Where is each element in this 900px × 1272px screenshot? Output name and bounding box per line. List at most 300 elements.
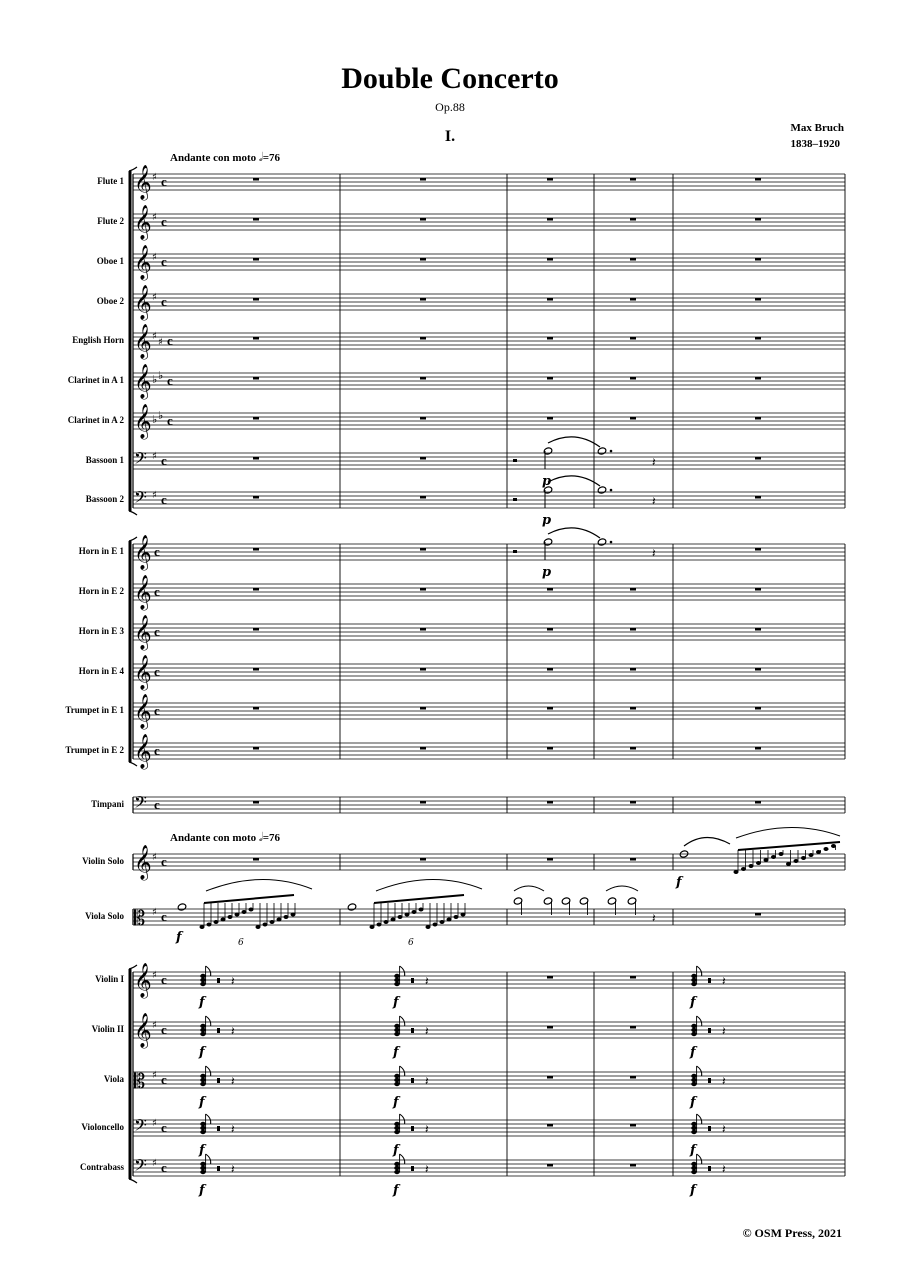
chord-note-icon [691,1082,697,1086]
whole-rest-icon [547,1124,553,1127]
whole-rest-icon [630,858,636,861]
whole-rest-icon [547,1026,553,1029]
whole-rest-icon [547,707,553,710]
eighth-rest-icon [217,978,220,983]
flag-icon [206,1066,211,1076]
whole-rest-icon [630,417,636,420]
chord-note-icon [200,1122,206,1126]
opus-number: Op.88 [435,100,465,114]
whole-rest-icon [755,588,761,591]
chord-note-icon [200,1032,206,1036]
whole-rest-icon [547,258,553,261]
flag-icon [697,1114,702,1124]
chord-note-icon [394,1122,400,1126]
whole-rest-icon [547,628,553,631]
whole-rest-icon [755,417,761,420]
sharp-icon: ♯ [152,331,157,342]
whole-rest-icon [253,258,259,261]
dynamic-f: f [176,930,182,945]
staff-1 [133,214,845,230]
whole-rest-icon [547,178,553,181]
sharp-icon: ♯ [152,292,157,303]
chord-note-icon [200,1074,206,1078]
whole-rest-icon [630,218,636,221]
treble-clef-icon: 𝄞 [134,694,152,729]
chord-note-icon [394,1074,400,1078]
treble-clef-icon: 𝄞 [134,285,152,320]
whole-rest-icon [253,457,259,460]
eighth-rest-icon [708,1028,711,1033]
flag-icon [400,1066,405,1076]
dynamic-f: f [199,1183,205,1198]
whole-rest-icon [420,178,426,181]
whole-rest-icon [547,976,553,979]
quarter-rest-icon [513,459,517,462]
whole-rest-icon [755,668,761,671]
chord-note-icon [394,982,400,986]
treble-clef-icon: 𝄞 [134,364,152,399]
staff-11 [133,624,845,640]
chord-note-icon [691,1028,697,1032]
slur-icon [548,528,600,538]
whole-rest-icon [420,628,426,631]
copyright-notice: © OSM Press, 2021 [742,1226,842,1240]
chord-note-icon [394,974,400,978]
half-note-icon [177,903,187,911]
movement-number: I. [444,128,456,145]
staff-17 [133,909,845,925]
flat-icon: ♭ [152,413,158,426]
whole-rest-icon [630,668,636,671]
whole-rest-icon [630,178,636,181]
whole-rest-icon [420,496,426,499]
time-signature: c [161,1120,167,1135]
dynamic-f: f [690,1143,696,1158]
whole-rest-icon [630,747,636,750]
chord-note-icon [200,1166,206,1170]
instrument-label: Bassoon 2 [85,494,124,504]
treble-clef-icon: 𝄞 [134,324,152,359]
instrument-label: Bassoon 1 [85,455,124,465]
staff-9 [133,544,845,560]
instrument-label: Trumpet in E 2 [65,745,124,755]
whole-rest-icon [253,298,259,301]
instrument-label: Violin II [91,1024,124,1034]
whole-rest-icon [253,668,259,671]
sharp-icon: ♯ [152,172,157,183]
staff-10 [133,584,845,600]
bass-clef-icon: 𝄢 [134,448,147,472]
whole-rest-icon [755,298,761,301]
dynamic-f: f [690,1045,696,1060]
slur-icon [514,886,544,891]
eighth-rest-icon [217,1166,220,1171]
time-signature: c [154,664,160,679]
instrument-label: Trumpet in E 1 [65,705,124,715]
dynamic-f: f [393,1045,399,1060]
flag-icon [697,966,702,976]
whole-rest-icon [630,377,636,380]
chord-note-icon [200,974,206,978]
whole-rest-icon [755,178,761,181]
whole-rest-icon [253,628,259,631]
staff-4 [133,333,845,349]
bass-clef-icon: 𝄢 [134,792,147,816]
whole-rest-icon [755,218,761,221]
chord-note-icon [200,982,206,986]
time-signature: c [161,174,167,189]
quarter-note-icon: 𝅗𝅥 [258,150,263,164]
dynamic-f: f [199,1045,205,1060]
quarter-rest-icon: 𝄽 [652,911,656,925]
sharp-icon: ♯ [152,1158,157,1169]
tempo-text: Andante con moto [170,832,257,844]
staff-18 [133,972,845,988]
flag-icon [400,1114,405,1124]
dynamic-f: f [199,1143,205,1158]
whole-rest-icon [420,218,426,221]
tuplet-number: 6 [238,938,244,948]
time-signature: c [161,972,167,987]
whole-rest-icon [755,457,761,460]
flag-icon [206,966,211,976]
page-title: Double Concerto [341,62,559,95]
treble-clef-icon: 𝄞 [134,404,152,439]
chord-note-icon [394,1078,400,1082]
quarter-rest-icon: 𝄽 [425,1162,429,1176]
chord-note-icon [691,1170,697,1174]
whole-rest-icon [253,218,259,221]
quarter-rest-icon: 𝄽 [231,974,235,988]
whole-rest-icon [420,417,426,420]
treble-clef-icon: 𝄞 [134,205,152,240]
treble-clef-icon: 𝄞 [134,963,152,998]
dynamic-f: f [690,1183,696,1198]
bass-clef-icon: 𝄢 [134,487,147,511]
half-note-icon [347,903,357,911]
chord-note-icon [691,1122,697,1126]
chord-note-icon [394,1028,400,1032]
chord-note-icon [200,1082,206,1086]
time-signature: c [154,743,160,758]
chord-note-icon [691,1162,697,1166]
sharp-icon: ♯ [152,212,157,223]
whole-rest-icon [420,457,426,460]
bracket-hook [129,511,137,515]
whole-rest-icon [420,548,426,551]
tempo-value: =76 [262,832,281,844]
treble-clef-icon: 𝄞 [134,1013,152,1048]
staff-3 [133,294,845,310]
time-signature: c [161,492,167,507]
quarter-rest-icon: 𝄽 [425,1074,429,1088]
whole-rest-icon [547,668,553,671]
chord-note-icon [200,978,206,982]
whole-rest-icon [630,258,636,261]
time-signature: c [161,1022,167,1037]
time-signature: c [154,797,160,812]
whole-rest-icon [547,337,553,340]
instrument-label: Flute 2 [97,216,124,226]
sharp-icon: ♯ [152,852,157,863]
whole-rest-icon [420,258,426,261]
chord-note-icon [691,974,697,978]
chord-note-icon [394,1032,400,1036]
flat-icon: ♭ [158,369,164,382]
sharp-icon: ♯ [152,907,157,918]
instrument-label: Horn in E 2 [78,586,124,596]
whole-rest-icon [420,377,426,380]
quarter-rest-icon [513,550,517,553]
whole-rest-icon [630,707,636,710]
chord-note-icon [200,1024,206,1028]
dynamic-f: f [690,1095,696,1110]
chord-note-icon [200,1126,206,1130]
chord-note-icon [394,1126,400,1130]
sharp-icon: ♯ [152,252,157,263]
dynamic-p: p [542,565,552,580]
instrument-label: Violin Solo [82,856,124,866]
whole-rest-icon [755,258,761,261]
instrument-label: Horn in E 3 [78,626,124,636]
chord-note-icon [200,1162,206,1166]
staff-19 [133,1022,845,1038]
instrument-label: Horn in E 1 [78,546,124,556]
beam [374,895,464,903]
whole-rest-icon [630,1164,636,1167]
quarter-rest-icon: 𝄽 [722,1122,726,1136]
quarter-rest-icon: 𝄽 [231,1122,235,1136]
whole-rest-icon [755,747,761,750]
staff-6 [133,413,845,429]
quarter-rest-icon [513,498,517,501]
whole-rest-icon [630,628,636,631]
whole-rest-icon [420,337,426,340]
eighth-rest-icon [411,978,414,983]
time-signature: c [154,584,160,599]
dot [610,541,613,544]
whole-rest-icon [253,588,259,591]
whole-rest-icon [755,548,761,551]
chord-note-icon [691,1074,697,1078]
slur-icon [376,879,482,891]
whole-rest-icon [547,377,553,380]
whole-rest-icon [630,298,636,301]
chord-note-icon [691,1032,697,1036]
composer-name: Max Bruch [790,122,844,134]
instrument-label: Clarinet in A 1 [67,375,124,385]
flag-icon [206,1114,211,1124]
dot [610,450,613,453]
flag-icon [400,1154,405,1164]
time-signature: c [161,909,167,924]
slur-icon [548,476,600,486]
eighth-rest-icon [411,1166,414,1171]
slur-icon [206,879,312,891]
treble-clef-icon: 𝄞 [134,655,152,690]
treble-clef-icon: 𝄞 [134,845,152,880]
quarter-rest-icon: 𝄽 [722,974,726,988]
eighth-rest-icon [217,1028,220,1033]
whole-rest-icon [630,801,636,804]
alto-clef-icon: 𝄡 [134,1069,146,1093]
whole-rest-icon [630,1076,636,1079]
whole-rest-icon [253,178,259,181]
slur-icon [548,437,600,447]
whole-rest-icon [253,707,259,710]
dynamic-p: p [542,474,552,489]
whole-rest-icon [547,1076,553,1079]
dot [610,489,613,492]
chord-note-icon [200,1130,206,1134]
chord-note-icon [691,1130,697,1134]
whole-rest-icon [253,548,259,551]
whole-rest-icon [253,496,259,499]
whole-rest-icon [755,707,761,710]
eighth-rest-icon [217,1078,220,1083]
time-signature: c [161,453,167,468]
whole-rest-icon [420,298,426,301]
chord-note-icon [394,978,400,982]
time-signature: c [167,373,173,388]
flag-icon [206,1016,211,1026]
instrument-label: Violin I [95,974,124,984]
staff-7 [133,453,845,469]
slur-icon [606,886,638,891]
slur-icon [684,837,730,846]
whole-rest-icon [420,858,426,861]
flat-icon: ♭ [152,373,158,386]
instrument-label: Oboe 2 [96,296,124,306]
whole-rest-icon [420,668,426,671]
whole-rest-icon [253,858,259,861]
staff-14 [133,743,845,759]
quarter-rest-icon: 𝄽 [231,1024,235,1038]
whole-rest-icon [547,858,553,861]
eighth-rest-icon [708,1126,711,1131]
time-signature: c [154,703,160,718]
chord-note-icon [691,1078,697,1082]
half-note-icon [597,447,607,455]
quarter-rest-icon: 𝄽 [425,1024,429,1038]
flag-icon [400,966,405,976]
beam [204,895,294,903]
instrument-label: Viola Solo [85,911,124,921]
quarter-rest-icon: 𝄽 [652,494,656,508]
chord-note-icon [394,1170,400,1174]
flag-icon [697,1016,702,1026]
sharp-icon: ♯ [152,1118,157,1129]
quarter-rest-icon: 𝄽 [722,1024,726,1038]
staff-12 [133,664,845,680]
chord-note-icon [394,1162,400,1166]
whole-rest-icon [630,337,636,340]
instrument-label: Oboe 1 [96,256,124,266]
flat-icon: ♭ [158,409,164,422]
tuplet-number: 6 [408,938,414,948]
quarter-rest-icon: 𝄽 [722,1162,726,1176]
chord-note-icon [691,978,697,982]
treble-clef-icon: 𝄞 [134,535,152,570]
eighth-rest-icon [708,1166,711,1171]
chord-note-icon [691,982,697,986]
quarter-rest-icon: 𝄽 [231,1074,235,1088]
tempo-value: =76 [262,152,281,164]
quarter-rest-icon: 𝄽 [722,1074,726,1088]
whole-rest-icon [547,417,553,420]
whole-rest-icon [253,801,259,804]
whole-rest-icon [547,1164,553,1167]
time-signature: c [161,254,167,269]
tempo-text: Andante con moto [170,152,257,164]
instrument-label: Clarinet in A 2 [67,415,124,425]
treble-clef-icon: 𝄞 [134,734,152,769]
time-signature: c [154,544,160,559]
quarter-note-icon: 𝅗𝅥 [258,830,263,844]
eighth-rest-icon [217,1126,220,1131]
instrument-label: Timpani [91,799,124,809]
whole-rest-icon [547,218,553,221]
time-signature: c [167,413,173,428]
staff-2 [133,254,845,270]
treble-clef-icon: 𝄞 [134,245,152,280]
flag-icon [697,1066,702,1076]
dynamic-f: f [393,1143,399,1158]
whole-rest-icon [420,707,426,710]
slur-icon [736,827,840,838]
chord-note-icon [200,1028,206,1032]
staff-5 [133,373,845,389]
quarter-rest-icon: 𝄽 [652,546,656,560]
whole-rest-icon [755,628,761,631]
chord-note-icon [394,1082,400,1086]
time-signature: c [161,854,167,869]
flag-icon [400,1016,405,1026]
whole-rest-icon [547,588,553,591]
whole-rest-icon [755,913,761,916]
whole-rest-icon [547,747,553,750]
treble-clef-icon: 𝄞 [134,575,152,610]
staff-15 [133,797,845,813]
chord-note-icon [394,1166,400,1170]
dynamic-f: f [393,1183,399,1198]
half-note-icon [597,538,607,546]
dynamic-f: f [690,995,696,1010]
quarter-rest-icon: 𝄽 [425,1122,429,1136]
composer-dates: 1838–1920 [790,138,841,150]
whole-rest-icon [420,588,426,591]
time-signature: c [167,333,173,348]
eighth-rest-icon [708,1078,711,1083]
dynamic-f: f [393,1095,399,1110]
bass-clef-icon: 𝄢 [134,1155,147,1179]
sharp-icon: ♯ [152,970,157,981]
sharp-icon: ♯ [152,1020,157,1031]
eighth-rest-icon [708,978,711,983]
staff-21 [133,1120,845,1136]
whole-rest-icon [420,747,426,750]
treble-clef-icon: 𝄞 [134,615,152,650]
whole-rest-icon [755,337,761,340]
whole-rest-icon [755,496,761,499]
alto-clef-icon: 𝄡 [134,906,146,930]
dynamic-f: f [199,995,205,1010]
staff-0 [133,174,845,190]
chord-note-icon [200,1170,206,1174]
whole-rest-icon [253,337,259,340]
whole-rest-icon [630,1124,636,1127]
instrument-label: Violoncello [81,1122,124,1132]
